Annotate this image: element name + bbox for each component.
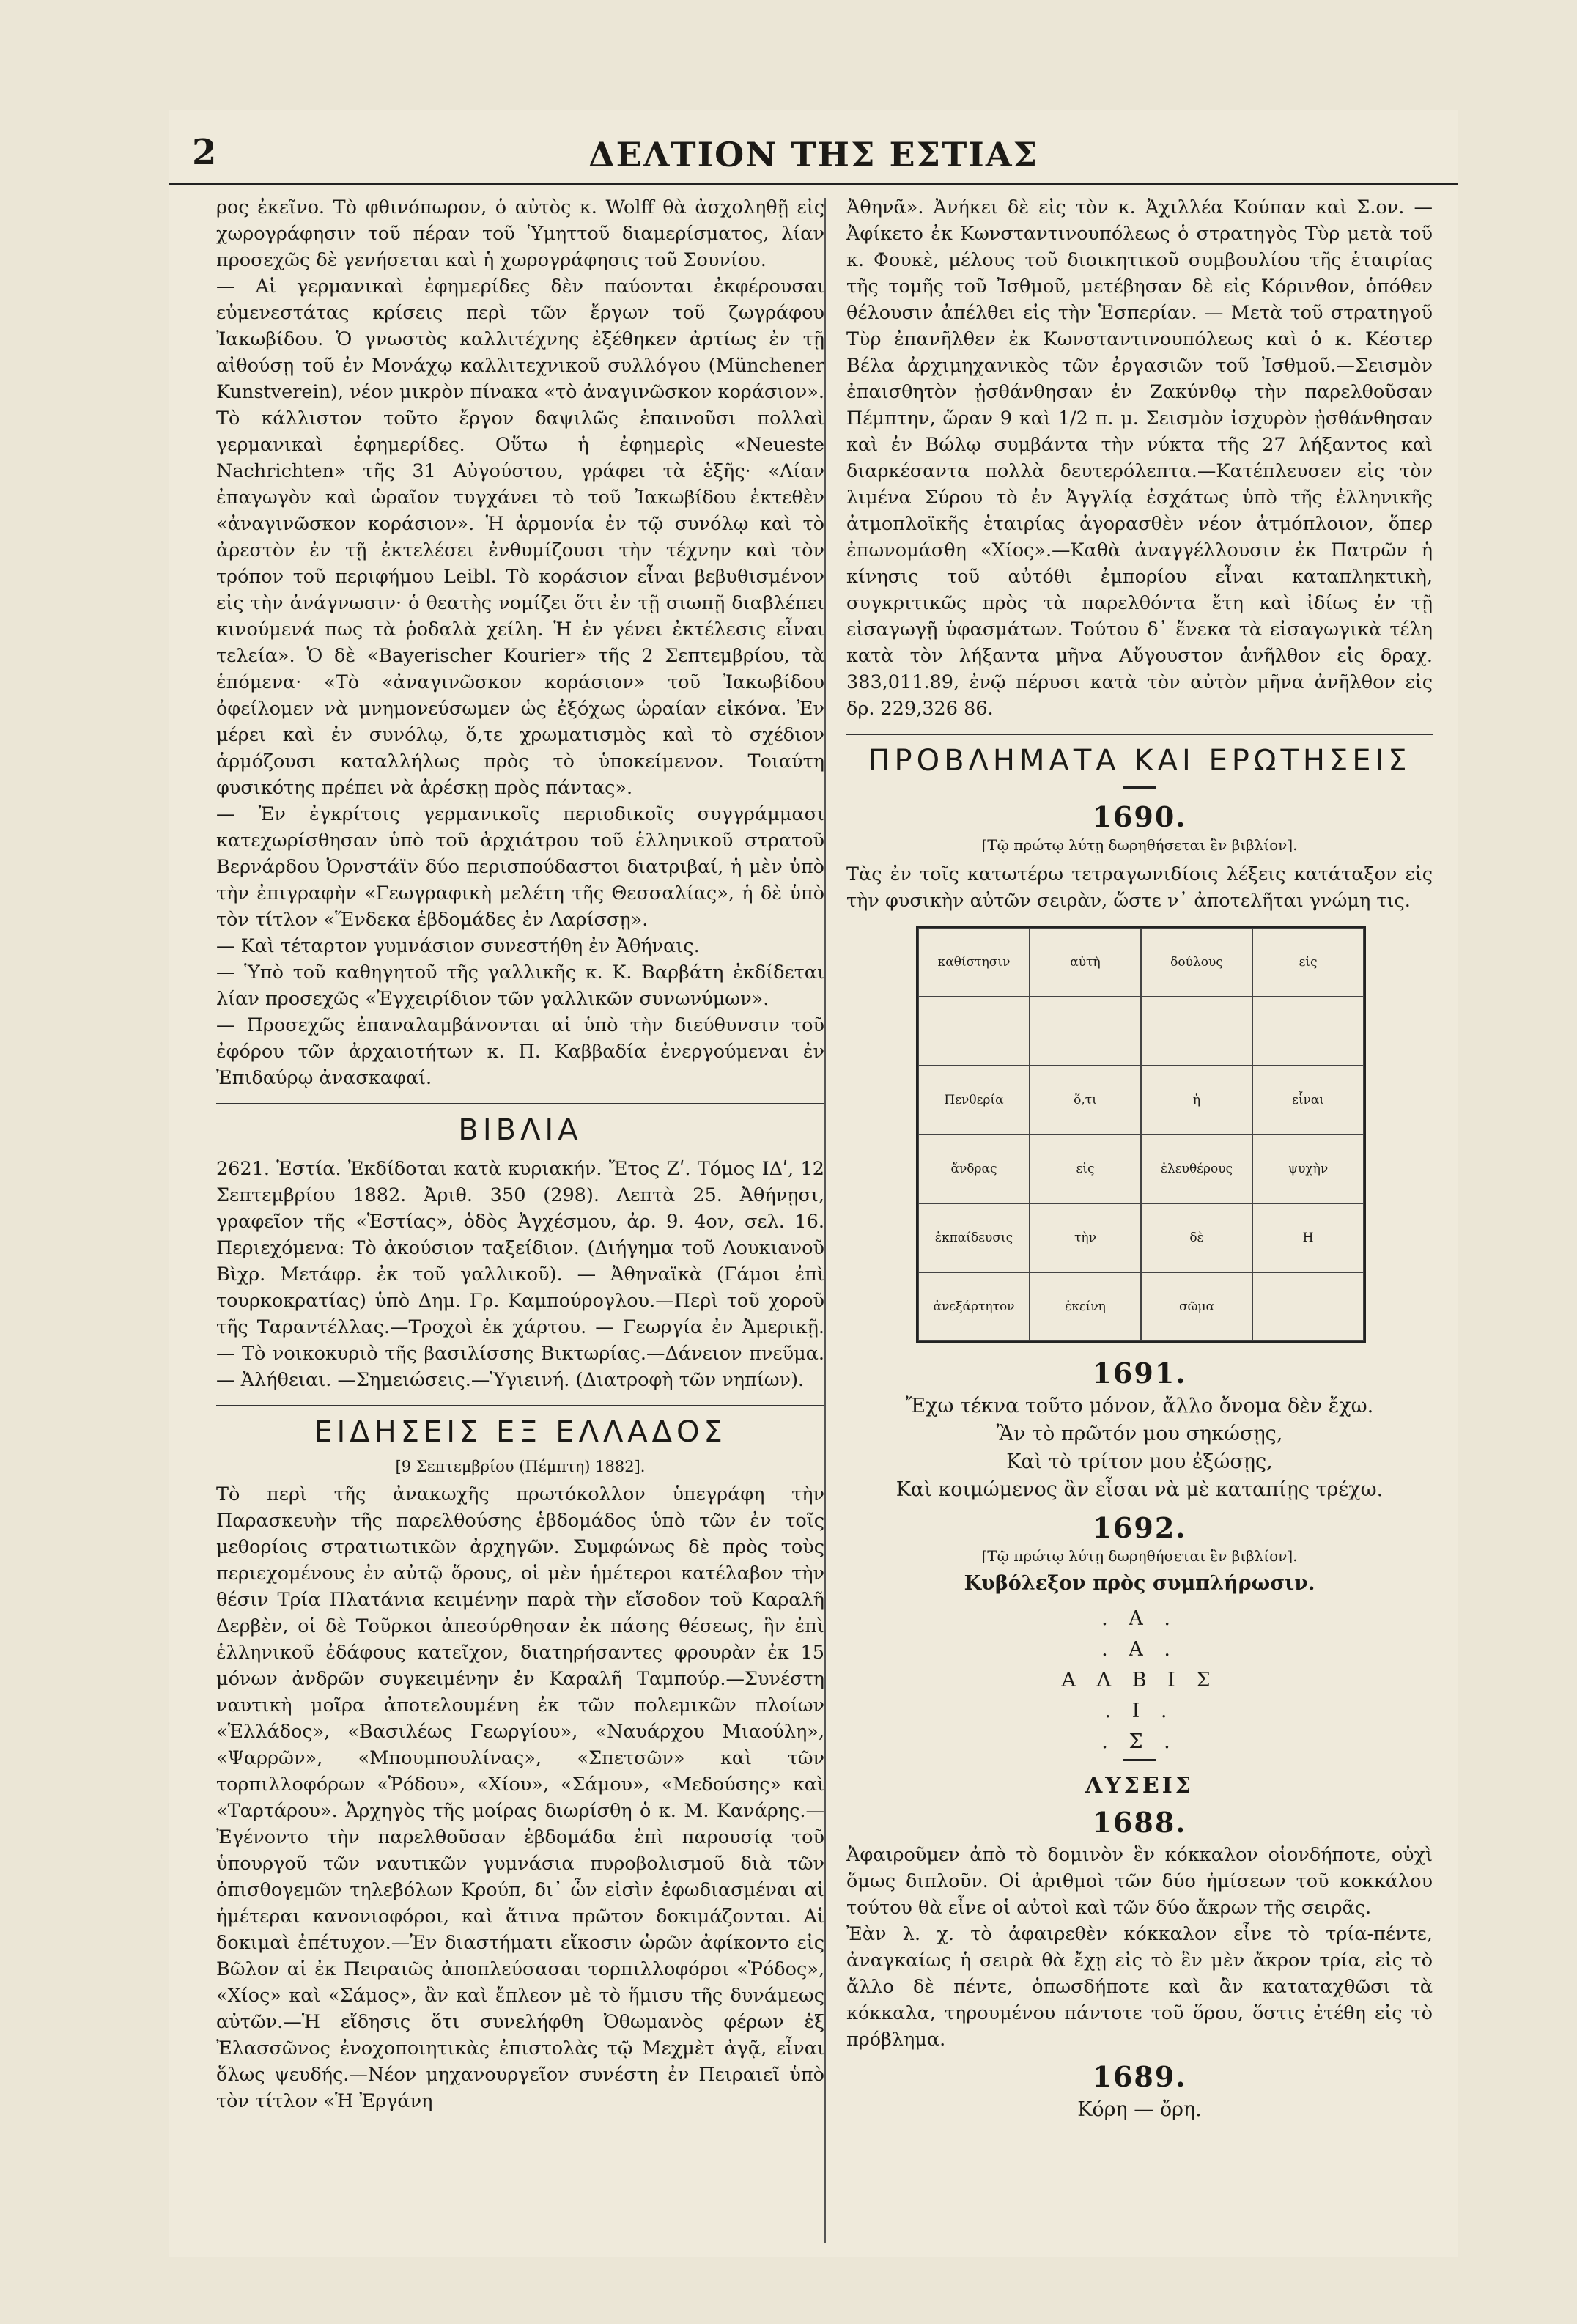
intro-paragraph: — Ἐν ἐγκρίτοις γερμανικοῖς περιοδικοῖς συγγράμμασι κατεχωρίσθησαν ὑπὸ τοῦ ἀρχιάτρου τοῦ ἑλληνικοῦ στρατοῦ Βερνάρδου Ὀρνστάϊν δύο περισπούδαστοι διατριβαί, ἡ μὲν ὑπὸ τὴν ἐπιγραφὴν «Γεωγραφικὴ μελέτη τῆς Θεσσαλίας», ἡ δὲ ὑπὸ τὸν τίτλον «Ἕνδεκα ἑβδομάδες ἐν Λαρίσσῃ». (216, 803, 824, 931)
newspaper-page (169, 110, 1458, 2257)
grid-cell (1252, 1272, 1364, 1341)
solutions-title: ΛΥΣΕΙΣ (1085, 1773, 1194, 1799)
grid-cell: ἐκείνη (1030, 1272, 1141, 1341)
grid-cell: τὴν (1030, 1203, 1141, 1272)
grid-cell: εἰς (1252, 928, 1364, 997)
grid-cell: ψυχὴν (1252, 1135, 1364, 1203)
solution-paragraph: Ἀφαιροῦμεν ἀπὸ τὸ δομινὸν ἓν κόκκαλον οἱονδήποτε, οὐχὶ ὅμως διπλοῦν. Οἱ ἀριθμοὶ τῶν δύο ἡμίσεων τοῦ κοκκάλου τούτου θὰ εἶνε οἱ αὐτοὶ καὶ τῶν δύο ἄκρων τῆς σειρᾶς. (846, 1844, 1433, 1919)
verse-line: Καὶ κοιμώμενος ἂν εἶσαι νὰ μὲ καταπίῃς τρέχω. (895, 1478, 1384, 1501)
grid-cell: Πενθερία (918, 1066, 1030, 1135)
grid-cell (918, 997, 1030, 1066)
grid-cell: σῶμα (1141, 1272, 1252, 1341)
letter-line: . Ι . (1104, 1700, 1175, 1722)
problem-title-1692: Κυβόλεξον πρὸς συμπλήρωσιν. (964, 1572, 1315, 1595)
news-date: [9 Σεπτεμβρίου (Πέμπτη) 1882]. (395, 1458, 646, 1475)
grid-cell: ἐκπαίδευσις (918, 1203, 1030, 1272)
left-column (216, 194, 824, 2114)
problems-section-title: ΠΡΟΒΛΗΜΑΤΑ ΚΑΙ ΕΡΩΤΗΣΕΙΣ (868, 744, 1411, 778)
letter-line: Α Λ Β Ι Σ (1061, 1669, 1218, 1692)
letter-line: . Α . (1101, 1638, 1178, 1661)
intro-paragraph: ρος ἐκεῖνο. Τὸ φθινόπωρον, ὁ αὐτὸς κ. Wolff θὰ ἀσχοληθῇ εἰς χωρογράφησιν τοῦ πέραν τοῦ Ὑμηττοῦ διαμερίσματος, λίαν προσεχῶς δὲ γενήσεται καὶ ἡ χωρογράφησις τοῦ Σουνίου. (216, 196, 824, 271)
short-rule (1123, 1759, 1156, 1761)
verse-line: Καὶ τὸ τρίτον μου ἐξώσῃς, (1006, 1450, 1273, 1473)
solution-number-1688: 1688. (1092, 1806, 1187, 1839)
grid-cell: ἐλευθέρους (1141, 1135, 1252, 1203)
grid-cell: καθίστησιν (918, 928, 1030, 997)
page-header (169, 132, 1458, 185)
grid-cell: ἀνεξάρτητον (918, 1272, 1030, 1341)
news-section-title: ΕΙΔΗΣΕΙΣ ΕΞ ΕΛΛΑΔΟΣ (314, 1415, 727, 1449)
letter-line: . Α . (1101, 1607, 1178, 1630)
grid-cell: εἰς (1030, 1135, 1141, 1203)
page-number: 2 (192, 132, 217, 173)
problem-number-1690: 1690. (1092, 800, 1187, 833)
section-rule (846, 734, 1433, 735)
section-rule (216, 1405, 824, 1406)
column-divider (824, 198, 826, 2243)
problem-number-1692: 1692. (1092, 1511, 1187, 1544)
solution-paragraph: Ἐὰν λ. χ. τὸ ἀφαιρεθὲν κόκκαλον εἶνε τὸ τρία-πέντε, ἀναγκαίως ἡ σειρὰ θὰ ἔχῃ εἰς τὸ ἓν μὲν ἄκρον τρία, εἰς τὸ ἄλλο δὲ πέντε, ὁπωσδήποτε καὶ ἂν καταταχθῶσι τὰ κόκκαλα, τηρουμένου πάντοτε τοῦ ὅρου, ὅστις ἐτέθη εἰς τὸ πρόβλημα. (846, 1923, 1433, 2051)
grid-cell: Η (1252, 1203, 1364, 1272)
verse-line: Ἔχω τέκνα τοῦτο μόνον, ἄλλο ὄνομα δὲν ἔχω. (905, 1395, 1374, 1417)
grid-cell: ἄνδρας (918, 1135, 1030, 1203)
letter-line: . Σ . (1101, 1730, 1178, 1753)
grid-cell (1030, 997, 1141, 1066)
problem-note-1692: [Τῷ πρώτῳ λύτῃ δωρηθήσεται ἓν βιβλίον]. (981, 1547, 1298, 1565)
problem-number-1691: 1691. (1092, 1357, 1187, 1390)
right-column (846, 194, 1433, 2124)
grid-cell: εἶναι (1252, 1066, 1364, 1135)
grid-cell: δὲ (1141, 1203, 1252, 1272)
solution-answer-1689: Κόρη — ὄρη. (1077, 2098, 1202, 2121)
masthead-title: ΔΕΛΤΙΟΝ ΤΗΣ ΕΣΤΙΑΣ (588, 135, 1039, 174)
intro-paragraph: — Αἱ γερμανικαὶ ἐφημερίδες δὲν παύονται ἐκφέρουσαι εὐμενεστάτας κρίσεις περὶ τῶν ἔργων τοῦ ζωγράφου Ἰακωβίδου. Ὁ γνωστὸς καλλιτέχνης ἐξέθηκεν ἀρτίως ἐν τῇ αἰθούσῃ τοῦ ἐν Μονάχῳ καλλιτεχνικοῦ συλλόγου (Münchener Kunstverein), νέον μικρὸν πίνακα «τὸ ἀναγινῶσκον κοράσιον». Τὸ κάλλιστον τοῦτο ἔργον δαψιλῶς ἐπαινοῦσι πολλαὶ γερμανικαὶ ἐφημερίδες. Οὕτω ἡ ἐφημερὶς «Neueste Nachrichten» τῆς 31 Αὐγούστου, γράφει τὰ ἑξῆς· «Λίαν ἐπαγωγὸν καὶ ὡραῖον τυγχάνει τὸ τοῦ Ἰακωβίδου ἐκτεθὲν «ἀναγινῶσκον κοράσιον». Ἡ ἁρμονία ἐν τῷ συνόλῳ καὶ τὸ ἀρεστὸν ἐν τῇ ἐκτελέσει ἐνθυμίζουσι τὴν τέχνην καὶ τὸν τρόπον τοῦ περιφήμου Leibl. Τὸ κοράσιον εἶναι βεβυθισμένον εἰς τὴν ἀνάγνωσιν· ὁ θεατὴς νομίζει ὅτι ἐν τῇ σιωπῇ διαβλέπει κινούμενά πως τὰ ῥοδαλὰ χείλη. Ἡ ἐν γένει ἐκτέλεσις εἶναι τελεία». Ὁ δὲ «Bayerischer Kourier» τῆς 2 Σεπτεμβρίου, τὰ ἑπόμενα· «Τὸ «ἀναγινῶσκον κοράσιον» τοῦ Ἰακωβίδου ὀφείλομεν νὰ μνημονεύσωμεν ὡς ἐξόχως ὡραίαν εἰκόνα. Ἐν μέρει καὶ ἐν συνόλῳ, ὅ,τε χρωματισμὸς καὶ τὸ σχέδιον ἁρμόζουσι καταλλήλως πρὸς τὸ ὑποκείμενον. Τοιαύτη φυσικότης πρέπει νὰ ἀρέσκῃ πρὸς πάντας». (216, 276, 824, 799)
grid-cell: ὅ,τι (1030, 1066, 1141, 1135)
continuation-paragraph: Ἀθηνᾶ». Ἀνήκει δὲ εἰς τὸν κ. Ἀχιλλέα Κούπαν καὶ Σ.ον. —Ἀφίκετο ἐκ Κωνσταντινουπόλεως ὁ στρατηγὸς Τὺρ μετὰ τοῦ κ. Φουκὲ, μέλους τοῦ διοικητικοῦ συμβουλίου τῆς ἑταιρίας τῆς τομῆς τοῦ Ἰσθμοῦ, μετέβησαν δὲ εἰς Κόρινθον, ὁπόθεν θέλουσιν ἀπέλθει εἰς τὴν Ἑσπερίαν. — Μετὰ τοῦ στρατηγοῦ Τὺρ ἐπανῆλθεν ἐκ Κωνσταντινουπόλεως καὶ ὁ κ. Κέστερ Βέλα ἀρχιμηχανικὸς τῶν ἐργασιῶν τοῦ Ἰσθμοῦ.—Σεισμὸν ἐπαισθητὸν ᾐσθάνθησαν ἐν Ζακύνθῳ τὴν παρελθοῦσαν Πέμπτην, ὥραν 9 καὶ 1/2 π. μ. Σεισμὸν ἰσχυρὸν ᾐσθάνθησαν καὶ ἐν Βώλῳ συμβάντα τὴν νύκτα τῆς 27 λήξαντος καὶ διαρκέσαντα πολλὰ δευτερόλεπτα.—Κατέπλευσεν εἰς τὸν λιμένα Σύρου τὸ ἐν Ἀγγλίᾳ ἐσχάτως ὑπὸ τῆς ἑλληνικῆς ἀτμοπλοϊκῆς ἑταιρίας ἀγορασθὲν νέον ἀτμόπλοιον, ὅπερ ἐπωνομάσθη «Χίος».—Καθὰ ἀναγγέλλουσιν ἐκ Πατρῶν ἡ κίνησις τοῦ αὐτόθι ἐμπορίου εἶναι καταπληκτικὴ, συγκριτικῶς πρὸς τὰ παρελθόντα ἔτη καὶ ἰδίως ἐν τῇ εἰσαγωγῇ ὑφασμάτων. Τούτου δ᾽ ἕνεκα τὰ εἰσαγωγικὰ τέλη κατὰ τὸν λήξαντα μῆνα Αὔγουστον ἀνῆλθον εἰς δραχ. 383,011.89, ἐνῷ πέρυσι κατὰ τὸν αὐτὸν μῆνα ἀνῆλθον εἰς δρ. 229,326 86. (846, 196, 1433, 720)
grid-cell: δούλους (1141, 928, 1252, 997)
grid-cell (1252, 997, 1364, 1066)
short-rule (1123, 786, 1156, 789)
verse-line: Ἂν τὸ πρῶτόν μου σηκώσῃς, (996, 1423, 1283, 1445)
intro-paragraph: — Ὑπὸ τοῦ καθηγητοῦ τῆς γαλλικῆς κ. Κ. Βαρβάτη ἐκδίδεται λίαν προσεχῶς «Ἐγχειρίδιον τῶν γαλλικῶν συνωνύμων». (216, 962, 824, 1010)
section-rule (216, 1103, 824, 1104)
books-section-title: ΒΙΒΛΙΑ (458, 1113, 583, 1147)
books-paragraph: 2621. Ἑστία. Ἐκδίδοται κατὰ κυριακήν. Ἔτος Ζʹ. Τόμος ΙΔʹ, 12 Σεπτεμβρίου 1882. Ἀριθ. 350 (298). Λεπτὰ 25. Ἀθήνῃσι, γραφεῖον τῆς «Ἑστίας», ὁδὸς Ἀγχέσμου, ἀρ. 9. 4ον, σελ. 16. Περιεχόμενα: Τὸ ἀκούσιον ταξείδιον. (Διήγημα τοῦ Λουκιανοῦ Βὶχρ. Μετάφρ. ἐκ τοῦ γαλλικοῦ). — Ἀθηναϊκὰ (Γάμοι ἐπὶ τουρκοκρατίας) ὑπὸ Δημ. Γρ. Καμπούρογλου.—Περὶ τοῦ χοροῦ τῆς Ταραντέλλας.—Τροχοὶ ἐκ χάρτου. — Γεωργία ἐν Ἀμερικῇ. — Τὸ νοικοκυριὸ τῆς βασιλίσσης Βικτωρίας.—Δάνειον πνεῦμα. — Ἀλήθειαι. —Σημειώσεις.—Ὑγιεινή. (Διατροφὴ τῶν νηπίων). (216, 1158, 824, 1391)
word-grid (916, 926, 1366, 1343)
problem-note-1690: [Τῷ πρώτῳ λύτῃ δωρηθήσεται ἓν βιβλίον]. (981, 836, 1298, 854)
intro-paragraph: — Καὶ τέταρτον γυμνάσιον συνεστήθη ἐν Ἀθήναις. (216, 935, 700, 957)
intro-paragraph: — Προσεχῶς ἐπαναλαμβάνονται αἱ ὑπὸ τὴν διεύθυνσιν τοῦ ἐφόρου τῶν ἀρχαιοτήτων κ. Π. Καββαδία ἐνεργούμεναι ἐν Ἐπιδαύρῳ ἀνασκαφαί. (216, 1014, 824, 1089)
problem-text-1690: Τὰς ἐν τοῖς κατωτέρω τετραγωνιδίοις λέξεις κατάταξον εἰς τὴν φυσικὴν αὐτῶν σειρὰν, ὥστε ν᾽ ἀποτελῆται γνώμη τις. (846, 863, 1433, 912)
grid-cell (1141, 997, 1252, 1066)
solution-number-1689: 1689. (1092, 2060, 1187, 2093)
grid-cell: ἡ (1141, 1066, 1252, 1135)
news-paragraph: Τὸ περὶ τῆς ἀνακωχῆς πρωτόκολλον ὑπεγράφη τὴν Παρασκευὴν τῆς παρελθούσης ἑβδομάδος ὑπὸ τῶν ἐν τοῖς μεθορίοις στρατιωτικῶν ἀρχηγῶν. Συμφώνως δὲ πρὸς τοὺς περιεχομένους ἐν αὐτῷ ὅρους, οἱ μὲν ἡμέτεροι κατέλαβον τὴν θέσιν Τρία Πλατάνια κειμένην παρὰ τὴν εἴσοδον τοῦ Καραλῆ Δερβὲν, οἱ δὲ Τοῦρκοι ἀπεσύρθησαν ἐκ πάσης θέσεως, ἣν ἐπὶ ἑλληνικοῦ ἐδάφους κατεῖχον, διατηρήσαντες φρουρὰν ἐκ 15 μόνων ἀνδρῶν συγκειμένην ἐν Καραλῆ Ταμπούρ.—Συνέστη ναυτικὴ μοῖρα ἀποτελουμένη ἐκ τῶν πολεμικῶν πλοίων «Ἑλλάδος», «Βασιλέως Γεωργίου», «Ναυάρχου Μιαούλη», «Ψαρρῶν», «Μπουμπουλίνας», «Σπετσῶν» καὶ τῶν τορπιλλοφόρων «Ῥόδου», «Χίου», «Σάμου», «Μεδούσης» καὶ «Ταρτάρου». Ἀρχηγὸς τῆς μοίρας διωρίσθη ὁ κ. Μ. Κανάρης.—Ἐγένοντο τὴν παρελθοῦσαν ἑβδομάδα ἐπὶ παρουσίᾳ τοῦ ὑπουργοῦ τῶν ναυτικῶν γυμνάσια πυροβολισμοῦ διὰ τῶν ὀπισθογεμῶν τηλεβόλων Κρούπ, δι᾽ ὧν εἰσὶν ἐφωδιασμέναι αἱ ἡμέτεραι κανονιοφόροι, καὶ ἅτινα πρῶτον δοκιμάζονται. Αἱ δοκιμαὶ ἐπέτυχον.—Ἐν διαστήματι εἴκοσιν ὡρῶν ἀφίκοντο εἰς Βῶλον αἱ ἐκ Πειραιῶς ἀποπλεύσασαι τορπιλλοφόροι «Ῥόδος», «Χίος» καὶ «Σάμος», ἂν καὶ ἔπλεον μὲ τὸ ἥμισυ τῆς δυνάμεως αὐτῶν.—Ἡ εἴδησις ὅτι συνελήφθη Ὀθωμανὸς φέρων ἐξ Ἐλασσῶνος ἐνοχοποιητικὰς ἐπιστολὰς τῷ Μεχμὲτ ἀγᾷ, εἶναι ὅλως ψευδής.—Νέον μηχανουργεῖον συνέστη ἐν Πειραιεῖ ὑπὸ τὸν τίτλον «Ἡ Ἐργάνη (216, 1483, 824, 2112)
grid-cell: αὐτὴ (1030, 928, 1141, 997)
